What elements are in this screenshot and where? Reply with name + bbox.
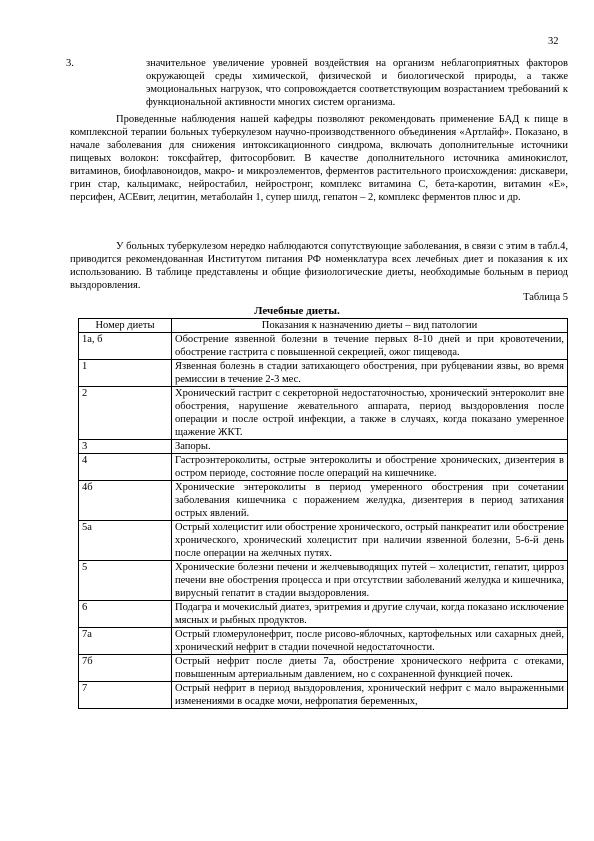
table-row — [79, 682, 568, 709]
table-row — [79, 628, 568, 655]
table-row — [79, 481, 568, 521]
diet-number-cell: 7 — [79, 682, 172, 709]
column-header-indications: Показания к назначению диеты – вид патологии — [172, 319, 568, 333]
diet-indication-cell: Хронические болезни печени и желчевыводящих путей – холецистит, гепатит, цирроз печени вне обострения процесса и при отсутствии заболеваний желудка и кишечника, вирусный гепатит в стадии выздоровления. — [172, 561, 568, 601]
diet-number-cell: 3 — [79, 440, 172, 454]
diet-number-cell: 6 — [79, 601, 172, 628]
page-number: 32 — [548, 36, 559, 47]
diet-indication-cell: Язвенная болезнь в стадии затихающего обострения, при рубцевании язвы, во время ремиссии в течение 2-3 мес. — [172, 360, 568, 387]
paragraph-1 — [66, 57, 568, 109]
diet-number-cell: 7б — [79, 655, 172, 682]
table-header-row — [79, 319, 568, 333]
table-title: Лечебные диеты. — [254, 305, 340, 317]
table-caption: Таблица 5 — [523, 292, 568, 303]
diet-indication-cell: Подагра и мочекислый диатез, эритремия и другие случаи, когда показано исключение мясных и рыбных продуктов. — [172, 601, 568, 628]
item-number: 3. — [66, 58, 74, 69]
diet-number-cell: 1 — [79, 360, 172, 387]
table-row — [79, 601, 568, 628]
paragraph-1-text: значительное увеличение уровней воздействия на организм неблагоприятных факторов окружающей среды химической, физической и биологической природы, а также эмоциональных нагрузок, что сопровождается соответствующим возрастанием требований к функциональной активности многих систем организма. — [146, 58, 568, 108]
diet-number-cell: 7а — [79, 628, 172, 655]
diet-indication-cell: Обострение язвенной болезни в течение первых 8-10 дней и при кровотечении, обострение гастрита с повышенной секрецией, ожог пищевода. — [172, 333, 568, 360]
table-row — [79, 561, 568, 601]
diet-indication-cell: Острый холецистит или обострение хронического, острый панкреатит или обострение хронического, хронический холецистит при наличии язвенной болезни, 5-6-й день после операции на желчных путях. — [172, 521, 568, 561]
diet-indication-cell: Запоры. — [172, 440, 568, 454]
diet-indication-cell: Острый гломерулонефрит, после рисово-яблочных, картофельных или сахарных дней, хронический нефрит в стадии почечной недостаточности. — [172, 628, 568, 655]
diet-indication-cell: Острый нефрит после диеты 7а, обострение хронического нефрита с отеками, повышенным артериальным давлением, но с сохраненной функцией почек. — [172, 655, 568, 682]
diet-number-cell: 4 — [79, 454, 172, 481]
diet-number-cell: 1а, б — [79, 333, 172, 360]
column-header-diet-number: Номер диеты — [79, 319, 172, 333]
paragraph-3: У больных туберкулезом нередко наблюдаются сопутствующие заболевания, в связи с этим в табл.4, приводится рекомендованная Институтом питания РФ номенклатура всех лечебных диет и показания к их использованию. В таблице представлены и общие физиологические диеты, необходимые больным в период выздоровления. — [70, 241, 568, 291]
table-row — [79, 387, 568, 440]
table-row — [79, 655, 568, 682]
diet-number-cell: 2 — [79, 387, 172, 440]
table-row — [79, 440, 568, 454]
diet-table — [78, 318, 568, 709]
diet-number-cell: 5а — [79, 521, 172, 561]
table-row — [79, 521, 568, 561]
table-row — [79, 333, 568, 360]
diet-indication-cell: Гастроэнтероколиты, острые энтероколиты и обострение хронических, дизентерия в остром периоде, состояние после операций на кишечнике. — [172, 454, 568, 481]
diet-indication-cell: Острый нефрит в период выздоровления, хронический нефрит с мало выраженными изменениями в осадке мочи, нефропатия беременных, — [172, 682, 568, 709]
table-row — [79, 360, 568, 387]
paragraph-2: Проведенные наблюдения нашей кафедры позволяют рекомендовать применение БАД к пище в комплексной терапии больных туберкулезом научно-производственного объединения «Артлайф». Показано, в начале заболевания для снижения интоксикационного синдрома, включать дополнительные источники пищевых волокон: токсфайтер, фитосорбовит. В качестве дополнительного источника аминокислот, витаминов, биофлавоноидов, макро- и микроэлементов, ферментов растительного происхождения: дискавери, грин стар, кальцимакс, нейростабил, нейростронг, комплекс витамина С, бета-каротин, витамин «Е», персифен, АСЕвит, лецитин, метаболайн 1, супер шилд, гепатон – 2, комплекс ферментов плюс и др. — [70, 114, 568, 203]
diet-number-cell: 4б — [79, 481, 172, 521]
table-row — [79, 454, 568, 481]
diet-indication-cell: Хронический гастрит с секреторной недостаточностью, хронический энтероколит вне обострения, нарушение жевательного аппарата, период выздоровления после операции и после острой инфекции, а также в случаях, когда показано умеренное щажение ЖКТ. — [172, 387, 568, 440]
diet-indication-cell: Хронические энтероколиты в период умеренного обострения при сочетании заболевания кишечника с поражением желудка, дизентерия в период затихания острых явлений. — [172, 481, 568, 521]
diet-number-cell: 5 — [79, 561, 172, 601]
